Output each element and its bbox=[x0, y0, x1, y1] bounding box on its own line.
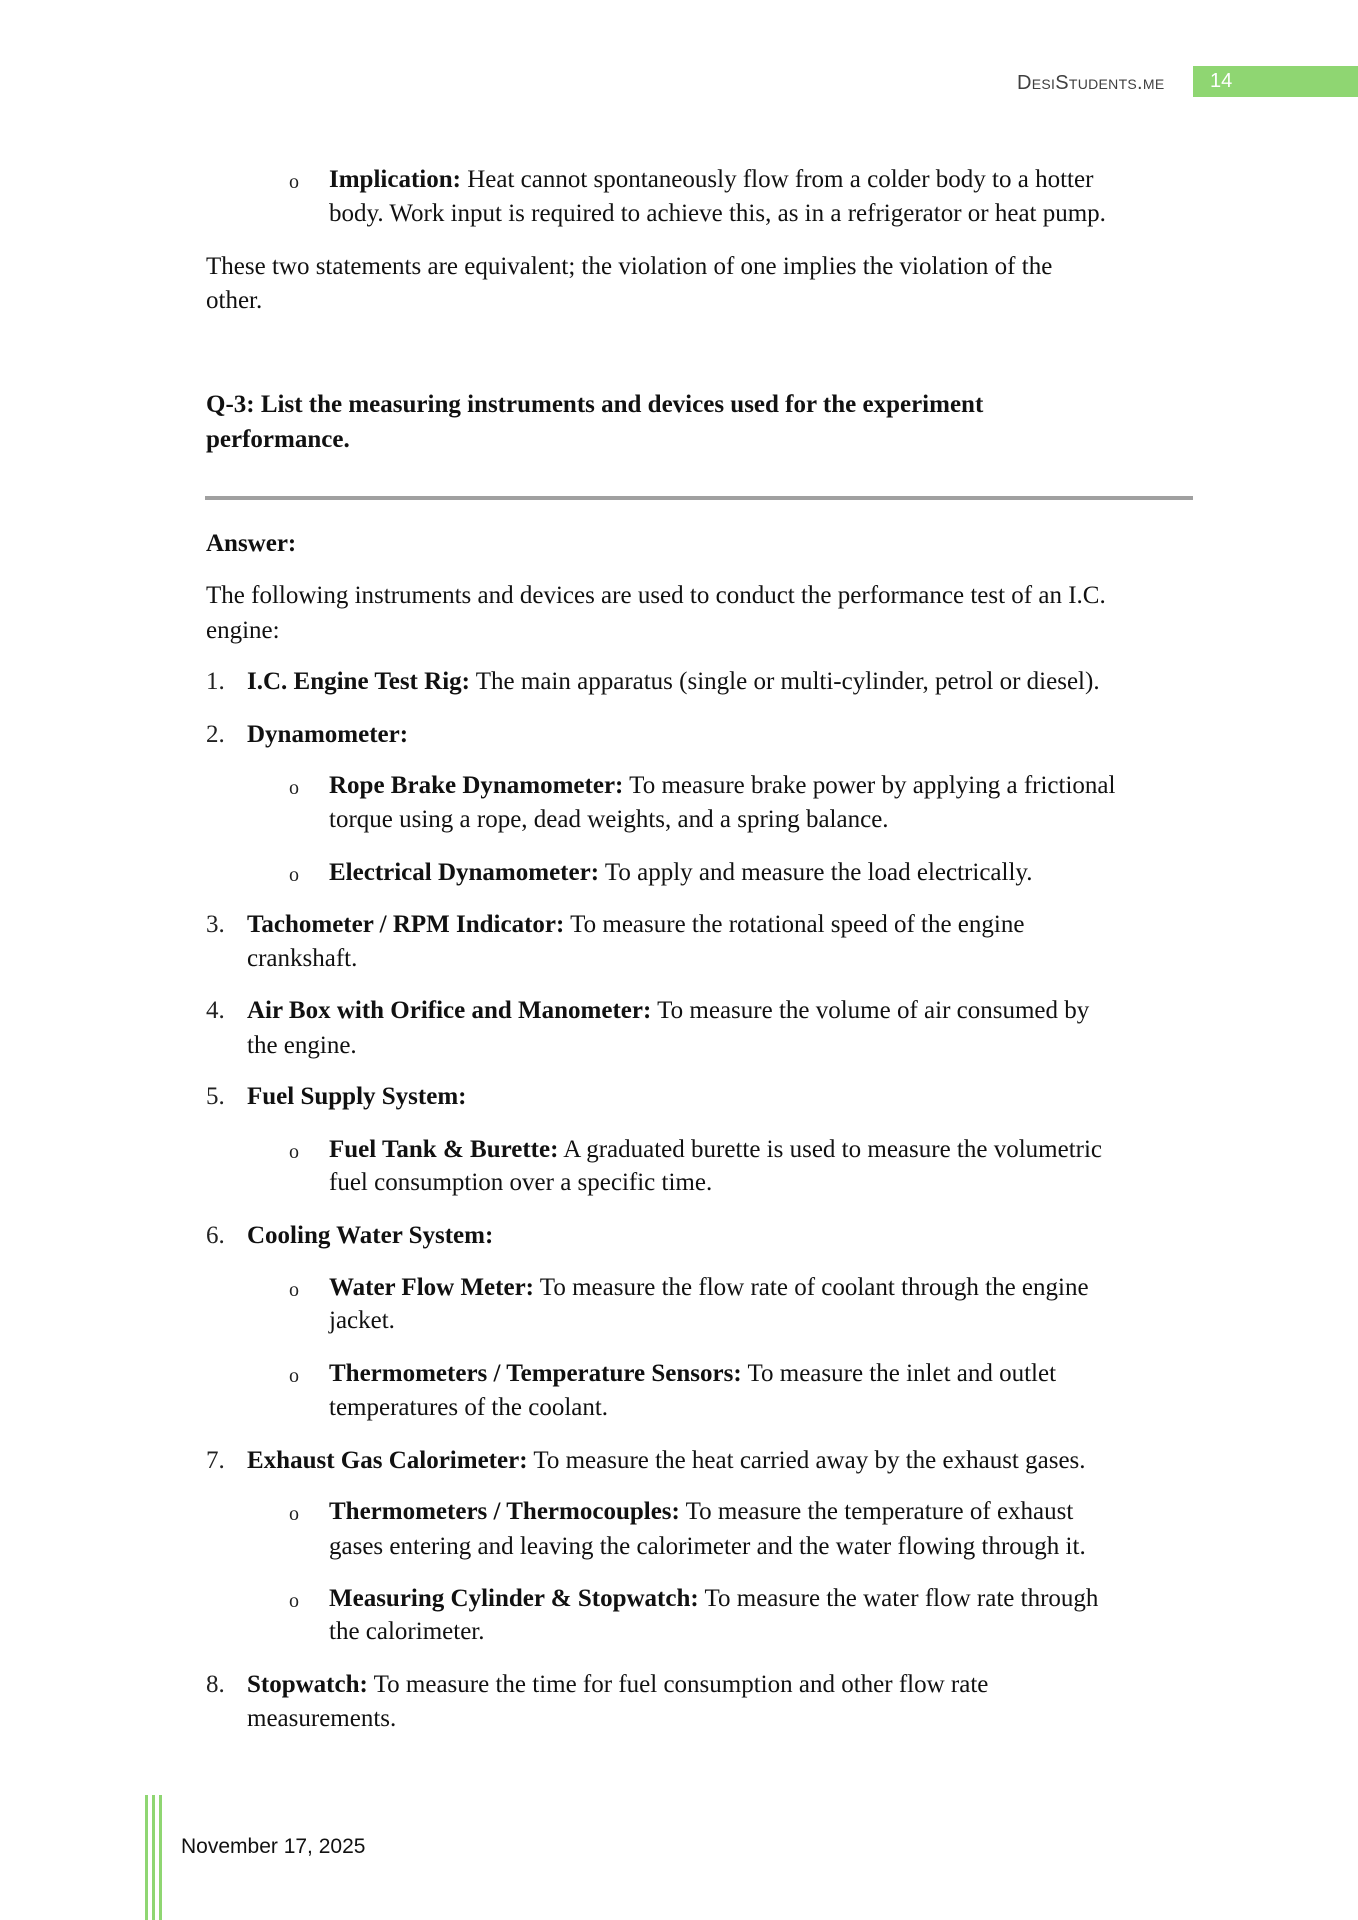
item-text: To measure the time for fuel consumption and other flow rate bbox=[367, 1671, 989, 1698]
subitem-text: To measure brake power by applying a frictional bbox=[623, 772, 1116, 799]
header-site-name: DesiStudents.me bbox=[1017, 72, 1165, 94]
item-label: Cooling Water System: bbox=[247, 1222, 494, 1249]
sub-list-item-continuation: fuel consumption over a specific time. bbox=[329, 1169, 713, 1196]
list-item bbox=[247, 909, 1024, 941]
subitem-text: A graduated burette is used to measure the volumetric bbox=[558, 1136, 1103, 1163]
list-number: 3. bbox=[206, 911, 225, 938]
subitem-text: To measure the water flow rate through bbox=[698, 1585, 1099, 1612]
list-number: 8. bbox=[206, 1671, 225, 1698]
subitem-text: To measure the temperature of exhaust bbox=[679, 1498, 1074, 1525]
item-label: I.C. Engine Test Rig: bbox=[247, 668, 470, 695]
sub-list-item bbox=[329, 857, 1033, 889]
subitem-label: Water Flow Meter: bbox=[329, 1274, 534, 1301]
list-item bbox=[247, 1669, 988, 1701]
subitem-label: Measuring Cylinder & Stopwatch: bbox=[329, 1585, 699, 1612]
sub-list-item bbox=[329, 1272, 1089, 1304]
subitem-text: To apply and measure the load electrically. bbox=[599, 859, 1033, 886]
item-text: The main apparatus (single or multi-cylinder, petrol or diesel). bbox=[469, 668, 1100, 695]
sub-list-item-continuation: jacket. bbox=[329, 1307, 395, 1334]
list-number: 7. bbox=[206, 1447, 225, 1474]
sub-list-item bbox=[329, 1496, 1073, 1528]
item-label: Stopwatch: bbox=[247, 1671, 368, 1698]
bullet-icon: o bbox=[289, 1279, 299, 1301]
sub-list-item bbox=[329, 770, 1115, 802]
header-page-number: 14 bbox=[1210, 70, 1233, 92]
item-text: To measure the heat carried away by the exhaust gases. bbox=[527, 1447, 1086, 1474]
sub-list-item-continuation: torque using a rope, dead weights, and a spring balance. bbox=[329, 806, 889, 833]
list-number: 6. bbox=[206, 1222, 225, 1249]
list-number: 1. bbox=[206, 668, 225, 695]
bullet-icon: o bbox=[289, 864, 299, 886]
bullet-icon: o bbox=[289, 1365, 299, 1387]
implication-line-1 bbox=[329, 164, 1093, 196]
list-item bbox=[247, 1445, 1086, 1477]
sub-list-item bbox=[329, 1358, 1056, 1390]
equivalence-line-2: other. bbox=[206, 287, 263, 314]
answer-intro-line-2: engine: bbox=[206, 617, 280, 644]
horizontal-divider bbox=[205, 496, 1193, 500]
footer-date: November 17, 2025 bbox=[181, 1835, 366, 1858]
subitem-label: Electrical Dynamometer: bbox=[329, 859, 600, 886]
footer-accent-line bbox=[152, 1795, 155, 1920]
item-label: Fuel Supply System: bbox=[247, 1083, 467, 1110]
sub-list-item-continuation: temperatures of the coolant. bbox=[329, 1394, 609, 1421]
answer-heading: Answer: bbox=[206, 530, 297, 557]
answer-intro-line-1: The following instruments and devices are used to conduct the performance test of an I.C. bbox=[206, 582, 1106, 609]
implication-label: Implication: bbox=[329, 166, 461, 193]
implication-text: Heat cannot spontaneously flow from a colder body to a hotter bbox=[460, 166, 1094, 193]
subitem-label: Thermometers / Thermocouples: bbox=[329, 1498, 680, 1525]
sub-list-item bbox=[329, 1583, 1098, 1615]
bullet-icon: o bbox=[289, 1141, 299, 1163]
list-item bbox=[247, 1081, 466, 1113]
item-text: To measure the rotational speed of the engine bbox=[564, 911, 1025, 938]
item-text: To measure the volume of air consumed by bbox=[651, 997, 1090, 1024]
bullet-icon: o bbox=[289, 171, 299, 193]
equivalence-line-1: These two statements are equivalent; the violation of one implies the violation of the bbox=[206, 253, 1053, 280]
item-label: Exhaust Gas Calorimeter: bbox=[247, 1447, 528, 1474]
question-line-1: Q-3: List the measuring instruments and devices used for the experiment bbox=[206, 391, 984, 418]
sub-list-item-continuation: the calorimeter. bbox=[329, 1618, 485, 1645]
list-item-continuation: crankshaft. bbox=[247, 945, 358, 972]
subitem-label: Thermometers / Temperature Sensors: bbox=[329, 1360, 742, 1387]
item-label: Air Box with Orifice and Manometer: bbox=[247, 997, 652, 1024]
list-item bbox=[247, 719, 408, 751]
item-label: Tachometer / RPM Indicator: bbox=[247, 911, 565, 938]
list-item-continuation: the engine. bbox=[247, 1032, 357, 1059]
list-item bbox=[247, 666, 1100, 698]
item-label: Dynamometer: bbox=[247, 721, 409, 748]
list-item bbox=[247, 995, 1089, 1027]
bullet-icon: o bbox=[289, 1590, 299, 1612]
list-item bbox=[247, 1220, 493, 1252]
sub-list-item bbox=[329, 1134, 1102, 1166]
bullet-icon: o bbox=[289, 777, 299, 799]
list-number: 5. bbox=[206, 1083, 225, 1110]
question-line-2: performance. bbox=[206, 426, 350, 453]
subitem-text: To measure the inlet and outlet bbox=[741, 1360, 1057, 1387]
list-item-continuation: measurements. bbox=[247, 1705, 397, 1732]
sub-list-item-continuation: gases entering and leaving the calorimeter and the water flowing through it. bbox=[329, 1533, 1086, 1560]
bullet-icon: o bbox=[289, 1503, 299, 1525]
footer-accent-line bbox=[145, 1795, 148, 1920]
footer-accent-line bbox=[159, 1795, 162, 1920]
list-number: 2. bbox=[206, 721, 225, 748]
subitem-label: Rope Brake Dynamometer: bbox=[329, 772, 624, 799]
subitem-label: Fuel Tank & Burette: bbox=[329, 1136, 559, 1163]
list-number: 4. bbox=[206, 997, 225, 1024]
subitem-text: To measure the flow rate of coolant through the engine bbox=[534, 1274, 1089, 1301]
implication-line-2: body. Work input is required to achieve this, as in a refrigerator or heat pump. bbox=[329, 200, 1106, 227]
